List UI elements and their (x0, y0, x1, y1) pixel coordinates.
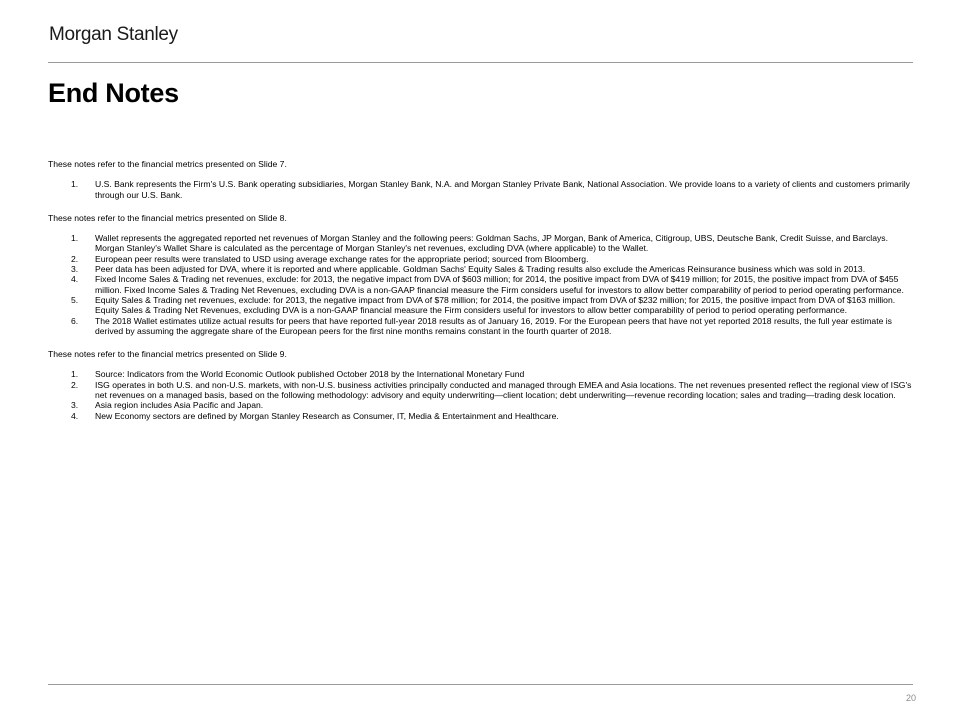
note-number: 3. (71, 400, 79, 411)
end-notes-body (48, 159, 918, 421)
note-text: Asia region includes Asia Pacific and Japan. (95, 400, 264, 411)
note-item (48, 380, 918, 401)
note-number: 1. (71, 179, 79, 190)
note-text: Fixed Income Sales & Trading net revenues, exclude: for 2013, the negative impact from DVA of $603 million; for 2014, the positive impact from DVA of $419 million; for 2015, the positive impact from DVA of $455 million. Fixed Income Sales & Trading Net Revenues, excluding DVA is a non-GAAP financial measure the Firm considers useful for investors to allow better comparability of period to period operating performance. (95, 274, 904, 295)
note-text: U.S. Bank represents the Firm's U.S. Bank operating subsidiaries, Morgan Stanley Bank, N.A. and Morgan Stanley Private Bank, National Association. We provide loans to a variety of clients and customers primarily through our U.S. Bank. (95, 179, 910, 200)
note-item (48, 254, 918, 264)
note-text: Wallet represents the aggregated reported net revenues of Morgan Stanley and the following peers: Goldman Sachs, JP Morgan, Bank of America, Citigroup, UBS, Deutsche Bank, Credit Suisse, and Barclays. Morgan Stanley's Wallet Share is calculated as the percentage of Morgan Stanley's net revenues, excluding DVA (where applicable) to the Wallet. (95, 233, 888, 254)
note-number: 4. (71, 274, 79, 285)
note-number: 6. (71, 315, 79, 326)
note-item (48, 316, 918, 337)
note-text: New Economy sectors are defined by Morgan Stanley Research as Consumer, IT, Media & Entertainment and Healthcare. (95, 410, 559, 421)
note-number: 4. (71, 410, 79, 421)
note-item (48, 233, 918, 254)
note-number: 2. (71, 253, 79, 264)
note-item (48, 400, 918, 410)
note-number: 1. (71, 233, 79, 244)
notes-list (48, 233, 918, 336)
section-intro: These notes refer to the financial metrics presented on Slide 9. (48, 349, 287, 360)
note-item (48, 295, 918, 316)
section-intro: These notes refer to the financial metrics presented on Slide 7. (48, 159, 287, 169)
company-logo: Morgan Stanley (49, 24, 178, 45)
note-text: ISG operates in both U.S. and non-U.S. markets, with non-U.S. business activities principally conducted and managed through EMEA and Asia locations. The net revenues presented reflect the regional view of ISG's net revenues on a managed basis, based on the following methodology: advisory and equity underwriting—client location; debt underwriting—revenue recording location; sales and trading—trading desk location. (95, 379, 912, 401)
note-item (48, 369, 918, 379)
footer-divider (48, 684, 913, 685)
note-item (48, 411, 918, 421)
note-item (48, 274, 918, 295)
note-item (48, 179, 918, 200)
note-number: 5. (71, 294, 79, 305)
header-divider (48, 62, 913, 63)
note-text: Peer data has been adjusted for DVA, where it is reported and where applicable. Goldman Sachs' Equity Sales & Trading results also exclude the Americas Reinsurance business which was sold in 2013. (95, 264, 866, 275)
note-text: Source: Indicators from the World Economic Outlook published October 2018 by the International Monetary Fund (95, 369, 525, 380)
note-number: 1. (71, 369, 79, 380)
notes-list (48, 369, 918, 420)
page-number: 20 (905, 693, 916, 703)
note-text: The 2018 Wallet estimates utilize actual results for peers that have reported full-year 2018 results as of January 16, 2019. For the European peers that have not yet reported 2018 results, the full year estimate is derived by assuming the aggregate share of the European peers for the first nine months remains constant in the fourth quarter of 2018. (95, 315, 892, 336)
page-title: End Notes (48, 78, 179, 108)
note-item (48, 264, 918, 274)
note-number: 3. (71, 264, 79, 275)
note-number: 2. (71, 379, 79, 390)
note-text: European peer results were translated to USD using average exchange rates for the appropriate period; sourced from Bloomberg. (95, 253, 589, 264)
section-intro: These notes refer to the financial metrics presented on Slide 8. (48, 212, 287, 223)
note-text: Equity Sales & Trading net revenues, exclude: for 2013, the negative impact from DVA of $78 million; for 2014, the positive impact from DVA of $232 million; for 2015, the positive impact from DVA of $163 million. Equity Sales & Trading Net Revenues, excluding DVA is a non-GAAP financial measure the Firm considers useful for investors to allow better comparability of period to period operating performance. (95, 294, 896, 316)
notes-list (48, 179, 918, 200)
